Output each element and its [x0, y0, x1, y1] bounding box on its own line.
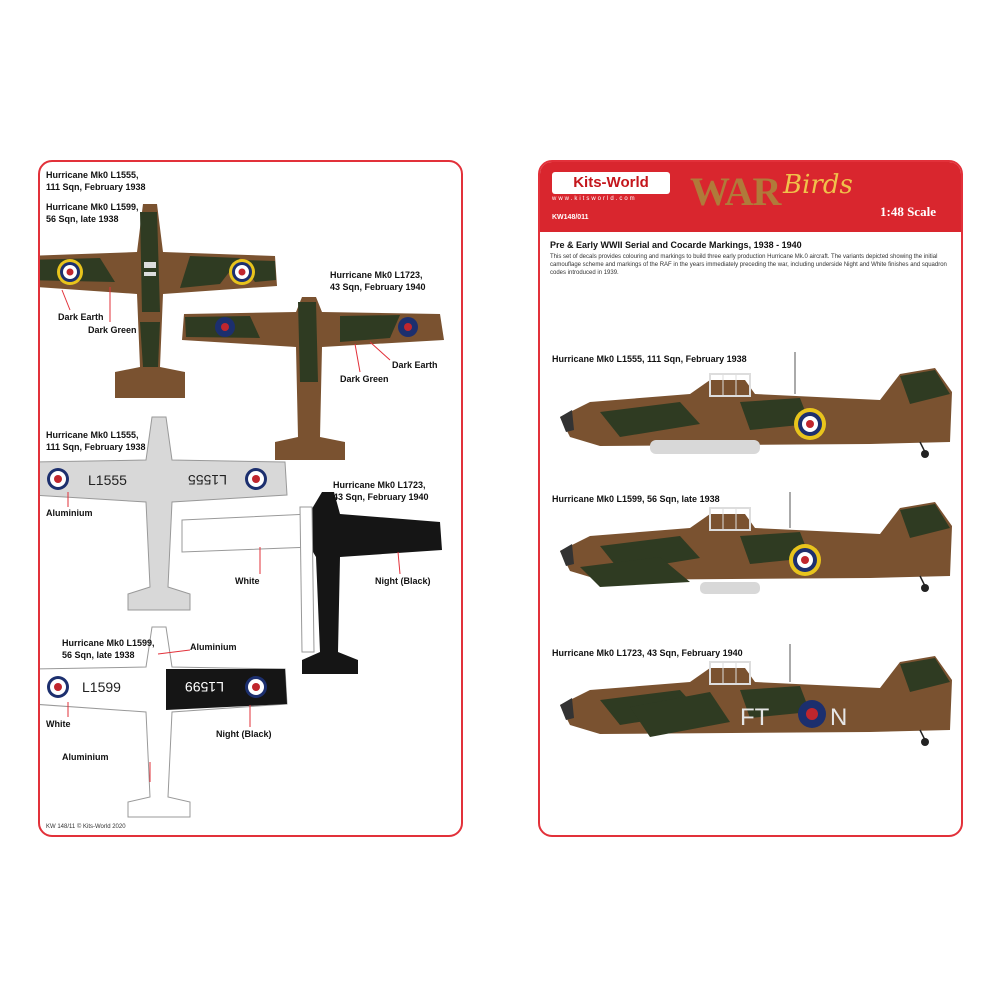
label-white-1: White: [235, 576, 260, 586]
kits-world-logo: Kits-World: [552, 172, 670, 194]
profile-2: [560, 492, 952, 594]
label-dark-earth-1: Dark Earth: [58, 312, 104, 322]
scale-label: 1:48 Scale: [880, 204, 936, 219]
copyright: KW 148/11 © Kits-World 2020: [46, 824, 126, 830]
label-aluminium-3: Aluminium: [62, 752, 109, 762]
plan-view-1: [40, 204, 277, 398]
profile-1: [560, 352, 952, 458]
profile-3: [560, 644, 952, 746]
description-paragraph: This set of decals provides colouring and markings to build three early production Hurricane Mk.0 aircraft. The variants depicted showing the initial camouflage scheme and markings of the RAF in the years immediately preceding the war, including underside Night and White finishes and squadron codes introduced in 1939.: [550, 254, 947, 276]
war-logo-text: WAR: [690, 169, 781, 214]
wing-serial-d: L1599: [185, 679, 224, 695]
caption-3a: Hurricane Mk0 L1723,: [330, 270, 423, 280]
caption-5b: 43 Sqn, February 1940: [333, 492, 429, 502]
profile-caption-3: Hurricane Mk0 L1723, 43 Sqn, February 1940: [552, 648, 743, 658]
aircraft-code-letter: N: [830, 704, 848, 731]
profile-caption-1: Hurricane Mk0 L1555, 111 Sqn, February 1938: [552, 354, 747, 364]
label-aluminium-1: Aluminium: [46, 508, 93, 518]
label-night-black-1: Night (Black): [375, 576, 431, 586]
sheet-title: Pre & Early WWII Serial and Cocarde Markings, 1938 - 1940: [550, 240, 802, 250]
caption-2b: 56 Sqn, late 1938: [46, 214, 119, 224]
caption-3b: 43 Sqn, February 1940: [330, 282, 426, 292]
wing-serial-c: L1599: [82, 679, 121, 695]
caption-5a: Hurricane Mk0 L1723,: [333, 480, 426, 490]
caption-6b: 56 Sqn, late 1938: [62, 650, 135, 660]
caption-4b: 111 Sqn, February 1938: [46, 442, 146, 452]
plan-view-2: [182, 297, 444, 460]
profile-caption-2: Hurricane Mk0 L1599, 56 Sqn, late 1938: [552, 494, 720, 504]
label-dark-earth-2: Dark Earth: [392, 360, 438, 370]
label-dark-green-1: Dark Green: [88, 325, 137, 335]
wing-serial-b: L1555: [188, 472, 227, 488]
birds-logo-text: Birds: [783, 170, 853, 200]
squadron-code-left: FT: [740, 704, 770, 731]
caption-2a: Hurricane Mk0 L1599,: [46, 202, 139, 212]
caption-4a: Hurricane Mk0 L1555,: [46, 430, 139, 440]
product-code: KW148/011: [552, 214, 589, 221]
left-decal-sheet: [38, 160, 463, 837]
label-white-2: White: [46, 719, 71, 729]
label-dark-green-2: Dark Green: [340, 374, 389, 384]
label-night-black-2: Night (Black): [216, 729, 272, 739]
caption-6a: Hurricane Mk0 L1599,: [62, 638, 155, 648]
right-decal-sheet: [538, 160, 963, 837]
wing-serial-a: L1555: [88, 472, 127, 488]
caption-1a: Hurricane Mk0 L1555,: [46, 170, 139, 180]
logo-subtitle: www.kitsworld.com: [552, 196, 637, 202]
label-aluminium-2: Aluminium: [190, 642, 237, 652]
caption-1b: 111 Sqn, February 1938: [46, 182, 146, 192]
